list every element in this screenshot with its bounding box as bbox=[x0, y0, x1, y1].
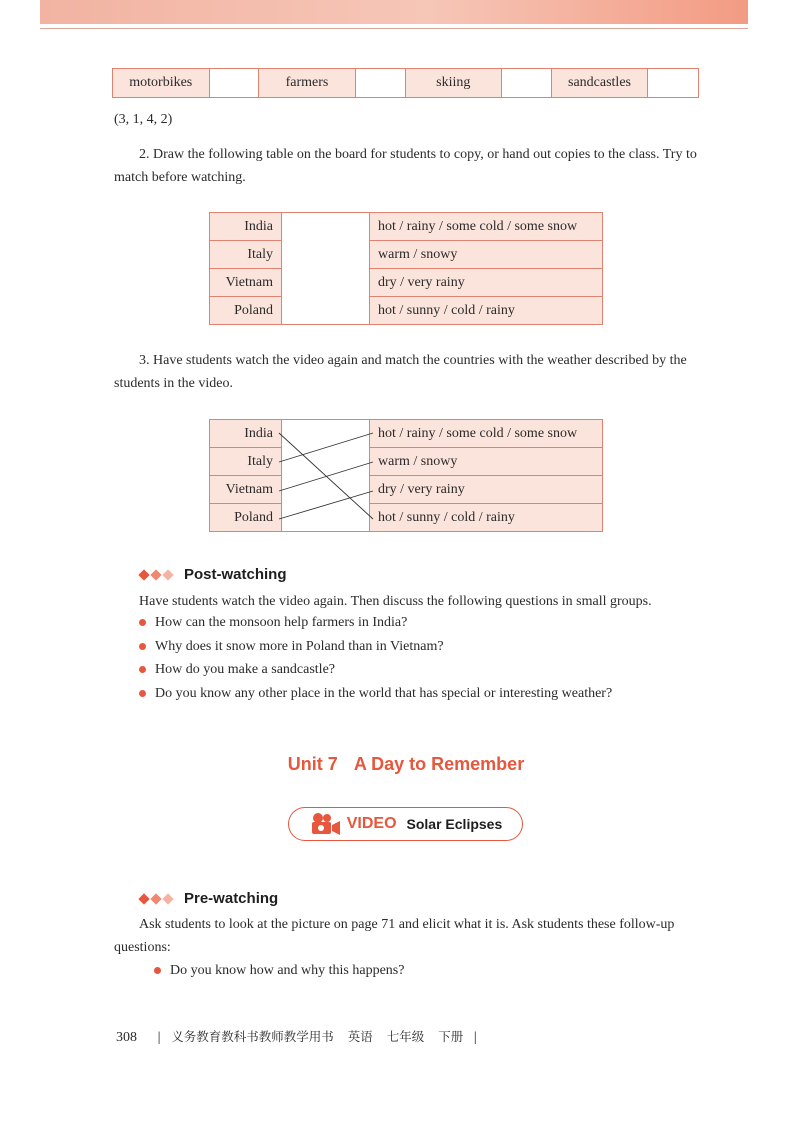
page-number: 308 bbox=[116, 1030, 137, 1045]
match-table bbox=[209, 212, 603, 325]
pre-watching-line1: Ask students to look at the picture on page 71 and elicit what it is. Ask students these follow-up bbox=[139, 917, 675, 932]
list-item bbox=[139, 611, 612, 635]
volume: 下册 bbox=[438, 1029, 464, 1044]
country-cell: Poland bbox=[210, 297, 282, 325]
bullet-icon bbox=[139, 666, 146, 673]
word-match-row bbox=[112, 68, 699, 98]
table-row bbox=[210, 297, 603, 325]
table-row bbox=[210, 476, 603, 504]
list-item bbox=[139, 658, 612, 682]
unit-title: A Day to Remember bbox=[353, 754, 525, 774]
match-line-italy-sunny bbox=[279, 433, 373, 462]
subject: 英语 bbox=[347, 1029, 373, 1044]
step2-line1: 2. Draw the following table on the board for students to copy, or hand out copies to the class. Try to bbox=[139, 147, 697, 162]
page-footer: 308 | 义务教育教科书教师教学用书 英语 七年级 下册 | bbox=[116, 1029, 478, 1045]
question-text: Why does it snow more in Poland than in Vietnam? bbox=[155, 638, 444, 654]
bullet-icon bbox=[154, 967, 161, 974]
word-cell: skiing bbox=[406, 69, 503, 97]
pre-watching-heading bbox=[140, 890, 278, 907]
step2-line2: match before watching. bbox=[114, 170, 246, 185]
weather-cell: hot / sunny / cold / rainy bbox=[370, 297, 603, 325]
answer-key: (3, 1, 4, 2) bbox=[114, 112, 173, 127]
table-row bbox=[210, 420, 603, 448]
match-line-vietnam-snowy bbox=[279, 462, 373, 491]
unit-number: Unit 7 bbox=[287, 754, 338, 774]
post-watching-heading bbox=[140, 566, 287, 583]
weather-cell: warm / snowy bbox=[370, 448, 603, 476]
post-watching-intro: Have students watch the video again. Then discuss the following questions in small groups. bbox=[139, 594, 652, 609]
country-cell: Italy bbox=[210, 448, 282, 476]
match-line-poland-dry bbox=[279, 491, 373, 519]
book-title: 义务教育教科书教师教学用书 bbox=[171, 1029, 334, 1044]
word-cell: farmers bbox=[259, 69, 356, 97]
list-item bbox=[139, 682, 612, 706]
word-cell: motorbikes bbox=[113, 69, 210, 97]
diamond-icon bbox=[140, 895, 176, 903]
country-cell: Vietnam bbox=[210, 476, 282, 504]
header-band bbox=[40, 0, 748, 24]
grade: 七年级 bbox=[386, 1029, 425, 1044]
unit-heading bbox=[0, 754, 800, 775]
weather-cell: warm / snowy bbox=[370, 241, 603, 269]
post-watching-title: Post-watching bbox=[184, 566, 287, 583]
match-line-india-rainy bbox=[279, 433, 373, 519]
step3-line2: students in the video. bbox=[114, 376, 233, 391]
video-banner bbox=[288, 807, 523, 841]
question-text: Do you know any other place in the world that has special or interesting weather? bbox=[155, 685, 613, 701]
header-rule bbox=[40, 28, 748, 29]
bullet-icon bbox=[139, 619, 146, 626]
bullet-icon bbox=[139, 690, 146, 697]
answer-blank bbox=[210, 69, 260, 97]
country-cell: Italy bbox=[210, 241, 282, 269]
match-lines bbox=[277, 419, 375, 535]
table-row bbox=[210, 504, 603, 532]
answer-blank bbox=[356, 69, 406, 97]
table-row bbox=[210, 213, 603, 241]
question-text: Do you know how and why this happens? bbox=[170, 963, 405, 978]
step3-line1: 3. Have students watch the video again and match the countries with the weather described by the bbox=[139, 353, 687, 368]
weather-cell: dry / very rainy bbox=[370, 269, 603, 297]
weather-cell: dry / very rainy bbox=[370, 476, 603, 504]
weather-cell: hot / sunny / cold / rainy bbox=[370, 504, 603, 532]
match-gap bbox=[282, 297, 370, 325]
pre-watching-questions bbox=[154, 959, 404, 983]
video-camera-icon bbox=[309, 812, 341, 836]
table-row bbox=[210, 448, 603, 476]
diamond-icon bbox=[140, 571, 176, 579]
list-item bbox=[139, 635, 612, 659]
pre-watching-title: Pre-watching bbox=[184, 890, 279, 907]
answer-blank bbox=[648, 69, 698, 97]
answer-table bbox=[209, 419, 603, 532]
post-watching-questions bbox=[139, 611, 612, 705]
video-title: Solar Eclipses bbox=[406, 816, 503, 832]
table-row bbox=[210, 241, 603, 269]
bullet-icon bbox=[139, 643, 146, 650]
match-gap bbox=[282, 213, 370, 241]
country-cell: Poland bbox=[210, 504, 282, 532]
weather-cell: hot / rainy / some cold / some snow bbox=[370, 213, 603, 241]
weather-cell: hot / rainy / some cold / some snow bbox=[370, 420, 603, 448]
word-cell: sandcastles bbox=[552, 69, 649, 97]
country-cell: India bbox=[210, 420, 282, 448]
list-item bbox=[154, 959, 404, 983]
answer-blank bbox=[502, 69, 552, 97]
country-cell: India bbox=[210, 213, 282, 241]
match-gap bbox=[282, 241, 370, 269]
video-label: VIDEO bbox=[346, 815, 397, 832]
table-row bbox=[210, 269, 603, 297]
question-text: How do you make a sandcastle? bbox=[155, 662, 335, 677]
question-text: How can the monsoon help farmers in India? bbox=[155, 615, 408, 630]
match-gap bbox=[282, 269, 370, 297]
country-cell: Vietnam bbox=[210, 269, 282, 297]
pre-watching-line2: questions: bbox=[114, 940, 171, 955]
